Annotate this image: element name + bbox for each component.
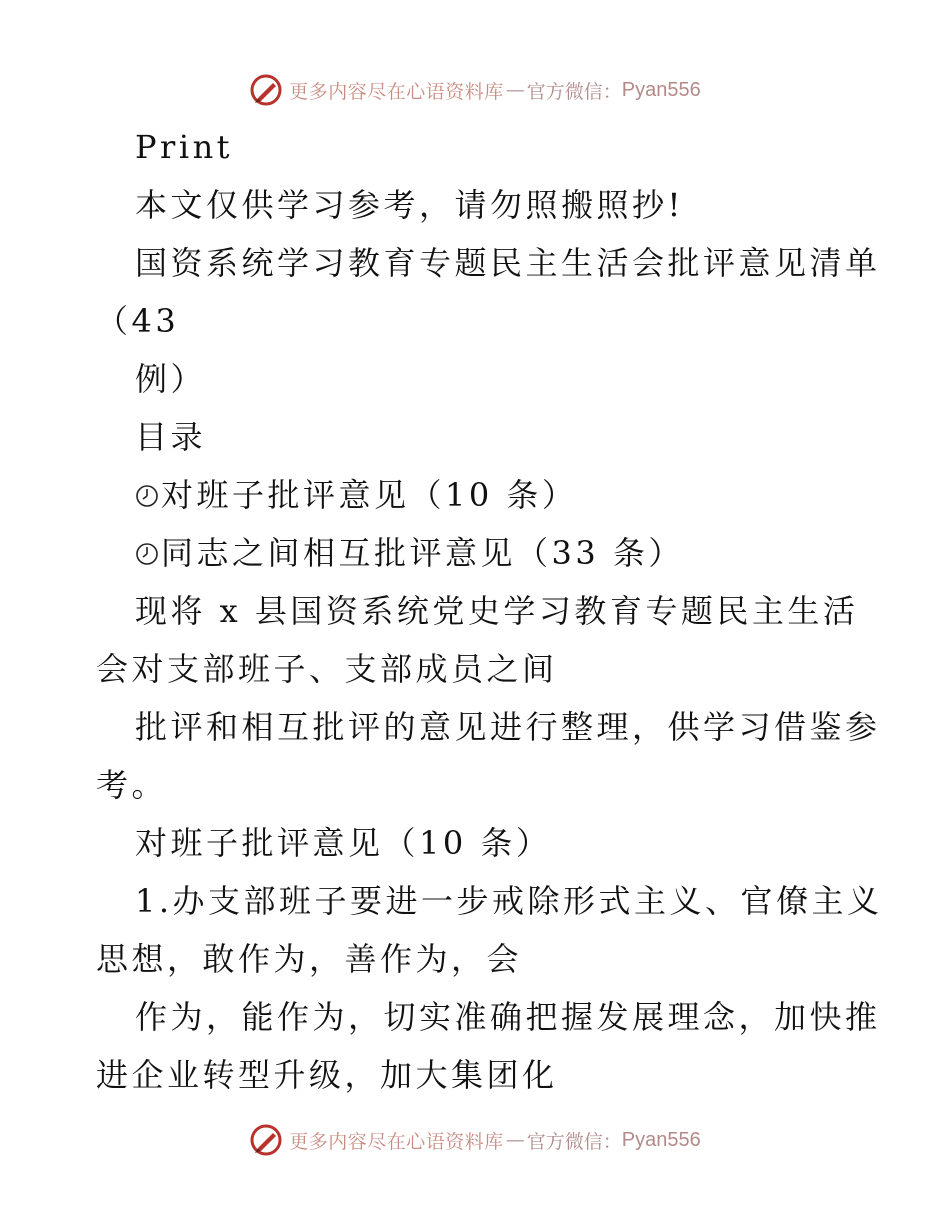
paragraph-line: 现将 x 县国资系统党史学习教育专题民主生活	[135, 592, 859, 630]
clock-icon	[135, 484, 159, 508]
watermark-wechat-id: Pyan556	[621, 78, 701, 101]
watermark-separator: —	[505, 79, 525, 101]
watermark-wechat-id: Pyan556	[621, 1128, 701, 1151]
paragraph-line: 进企业转型升级，加大集团化	[96, 1056, 558, 1094]
paragraph-line: 批评和相互批评的意见进行整理，供学习借鉴参	[135, 708, 881, 746]
watermark-wechat-label: 官方微信：	[526, 80, 622, 103]
watermark-wechat-label: 官方微信：	[526, 1130, 622, 1153]
paragraph-line: 思想，敢作为，善作为，会	[96, 940, 523, 978]
pen-logo-icon	[249, 73, 283, 107]
watermark-separator: —	[505, 1129, 525, 1151]
watermark-text: 更多内容尽在心语资料库	[289, 80, 504, 103]
doc-line-disclaimer: 本文仅供学习参考，请勿照搬照抄!	[135, 186, 684, 224]
doc-line-print: Print	[135, 128, 234, 166]
paragraph-line: 会对支部班子、支部成员之间	[96, 650, 558, 688]
paragraph-line: 作为，能作为，切实准确把握发展理念，加快推	[135, 998, 881, 1036]
toc-heading: 目录	[135, 418, 207, 456]
watermark-footer	[0, 1120, 950, 1160]
toc-item-team-criticism[interactable]	[135, 466, 577, 524]
doc-title-cont: （43	[96, 302, 180, 340]
pen-logo-icon	[249, 1123, 283, 1157]
paragraph-line: 考。	[96, 766, 168, 804]
doc-title-end: 例）	[135, 360, 207, 398]
watermark-header	[0, 70, 950, 110]
clock-icon	[135, 542, 159, 566]
section-heading: 对班子批评意见（10 条）	[135, 824, 552, 862]
doc-title: 国资系统学习教育专题民主生活会批评意见清单	[135, 244, 881, 282]
paragraph-line: 1.办支部班子要进一步戒除形式主义、官僚主义	[135, 882, 883, 920]
watermark-text: 更多内容尽在心语资料库	[289, 1130, 504, 1153]
toc-item-label: 同志之间相互批评意见（33 条）	[161, 534, 684, 572]
toc-item-label: 对班子批评意见（10 条）	[161, 476, 578, 514]
toc-item-mutual-criticism[interactable]	[135, 524, 684, 582]
